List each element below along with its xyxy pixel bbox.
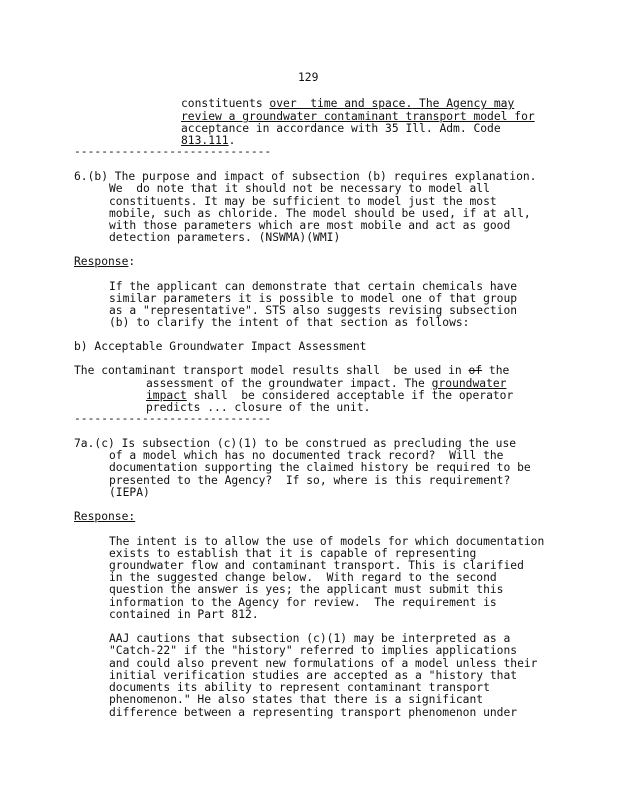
response-line: If the applicant can demonstrate that certain chemicals have <box>109 280 518 293</box>
inserted-text: over time and space. <box>269 97 413 110</box>
separator-line: ----------------------------- <box>74 412 272 425</box>
inserted-text: impact <box>146 389 187 402</box>
page-number: 129 <box>298 71 319 84</box>
text-fragment: the <box>482 364 510 377</box>
response-label: Response: <box>74 510 136 523</box>
response-line: (b) to clarify the intent of that section as follows: <box>109 316 470 329</box>
text-fragment: The contaminant transport model results shall be used in <box>74 364 469 377</box>
text-fragment: constituents <box>181 97 270 110</box>
comment-line: documentation supporting the claimed history be required to be <box>109 461 531 474</box>
response-line: documents its ability to represent contaminant transport <box>109 681 490 694</box>
response-line: and could also prevent new formulations of a model unless their <box>109 657 538 670</box>
response-label: Response <box>74 255 129 268</box>
response-line: AAJ cautions that subsection (c)(1) may be interpreted as a <box>109 632 511 645</box>
response-line: question the answer is yes; the applicant must submit this <box>109 583 504 596</box>
inserted-text: groundwater <box>431 377 507 390</box>
comment-line: mobile, such as chloride. The model should be used, if at all, <box>109 207 531 220</box>
comment-line: 7a.(c) Is subsection (c)(1) to be construed as precluding the use <box>74 437 517 450</box>
text-fragment: shall be considered acceptable if the operator <box>186 389 514 402</box>
response-colon: : <box>128 255 136 268</box>
inserted-text: review a groundwater contaminant transport model for <box>181 110 535 123</box>
comment-line: with those parameters which are most mobile and act as good <box>109 219 511 232</box>
response-line: phenomenon." He also states that there is a significant <box>109 693 484 706</box>
comment-line: We do note that it should not be necessary to model all <box>109 182 490 195</box>
response-line: groundwater flow and contaminant transport. This is clarified <box>109 559 524 572</box>
struck-text: of <box>468 364 483 377</box>
text-fragment: assessment of the groundwater impact. <box>146 377 398 390</box>
comment-line: constituents. It may be sufficient to model just the most <box>109 195 497 208</box>
code-citation: 813.111 <box>181 134 229 147</box>
text-line: predicts ... closure of the unit. <box>146 401 371 414</box>
response-line: "Catch-22" if the "history" referred to implies applications <box>109 644 518 657</box>
comment-line: 6.(b) The purpose and impact of subsection (b) requires explanation. <box>74 170 537 183</box>
response-line: difference between a representing transport phenomenon under <box>109 706 518 719</box>
comment-line: presented to the Agency? If so, where is this requirement? <box>109 474 511 487</box>
response-heading <box>74 255 135 268</box>
response-line: initial verification studies are accepted as a "history that <box>109 669 518 682</box>
inserted-text: The Agency may <box>412 97 515 110</box>
response-line: as a "representative". STS also suggests revising subsection <box>109 304 518 317</box>
response-line: The intent is to allow the use of models for which documentation <box>109 535 545 548</box>
text-line: acceptance in accordance with 35 Ill. Adm. Code <box>181 122 501 135</box>
response-line: contained in Part 812. <box>109 608 259 621</box>
comment-line: of a model which has no documented track record? Will the <box>109 449 504 462</box>
comment-line: detection parameters. (NSWMA)(WMI) <box>109 231 341 244</box>
response-line: similar parameters it is possible to model one of that group <box>109 292 518 305</box>
response-line: exists to establish that it is capable of representing <box>109 547 477 560</box>
response-line: in the suggested change below. With regard to the second <box>109 571 497 584</box>
separator-line: ----------------------------- <box>74 145 272 158</box>
text-fragment: . <box>228 134 236 147</box>
comment-line: (IEPA) <box>109 486 150 499</box>
subsection-title: b) Acceptable Groundwater Impact Assessment <box>74 340 367 353</box>
response-line: information to the Agency for review. The requirement is <box>109 596 497 609</box>
text-fragment: The <box>397 377 432 390</box>
